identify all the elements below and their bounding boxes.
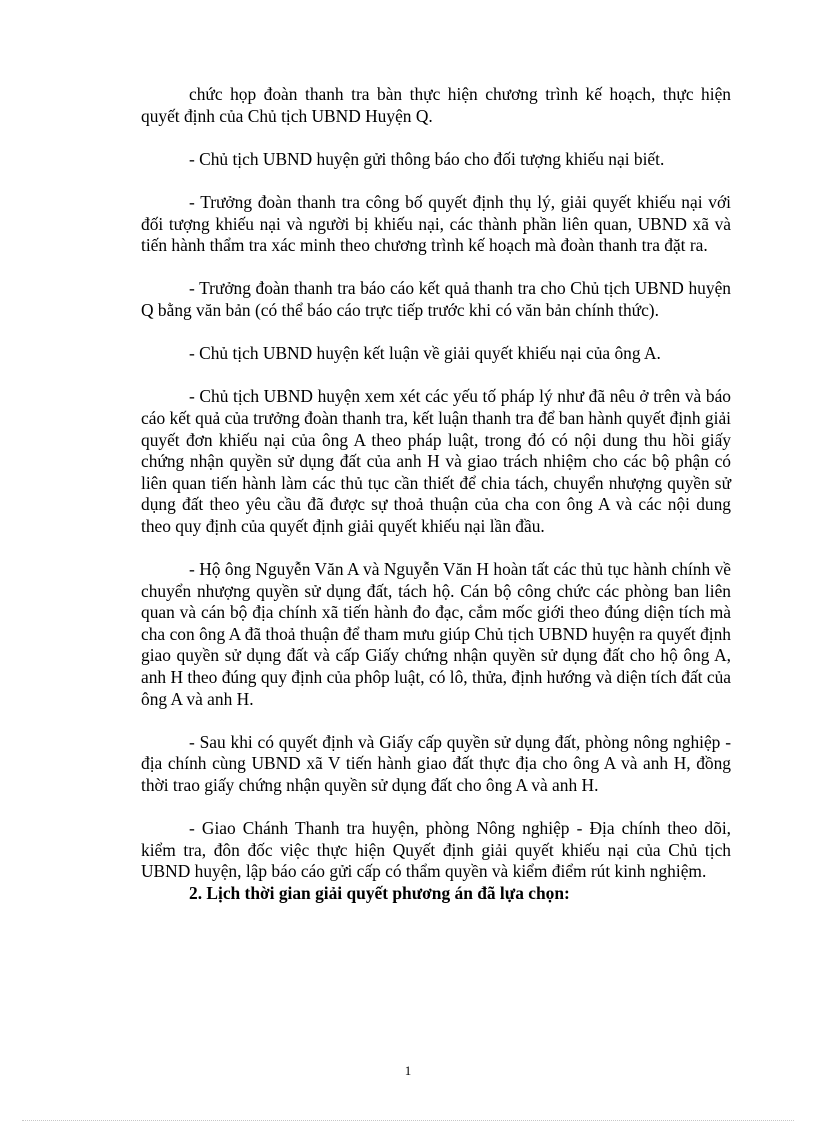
- paragraph-9: - Giao Chánh Thanh tra huyện, phòng Nông nghiệp - Địa chính theo dõi, kiểm tra, đôn đốc việc thực hiện Quyết định giải quyết khiếu nại của Chủ tịch UBND huyện, lập báo cáo gửi cấp có thẩm quyền và kiểm điểm rút kinh nghiệm.: [141, 818, 731, 882]
- page-bottom-border: [22, 1120, 794, 1121]
- section-heading: 2. Lịch thời gian giải quyết phương án đã lựa chọn:: [189, 882, 570, 903]
- paragraph-3: - Trưởng đoàn thanh tra công bố quyết định thụ lý, giải quyết khiếu nại với đối tượng khiếu nại và người bị khiếu nại, các thành phần liên quan, UBND xã và tiến hành thẩm tra xác minh theo chương trình kế hoạch mà đoàn thanh tra đặt ra.: [141, 191, 731, 256]
- paragraph-2: - Chủ tịch UBND huyện gửi thông báo cho đối tượng khiếu nại biết.: [189, 148, 665, 169]
- paragraph-4: - Trưởng đoàn thanh tra báo cáo kết quả thanh tra cho Chủ tịch UBND huyện Q bằng văn bản (có thể báo cáo trực tiếp trước khi có văn bản chính thức).: [141, 278, 731, 320]
- paragraph-7: - Hộ ông Nguyễn Văn A và Nguyễn Văn H hoàn tất các thủ tục hành chính về chuyển nhượng quyền sử dụng đất, tách hộ. Cán bộ công chức các phòng ban liên quan và cán bộ địa chính xã tiến hành đo đạc, cắm mốc giới theo đúng diện tích mà cha con ông A đã thoả thuận để tham mưu giúp Chủ tịch UBND huyện ra quyết định giao quyền sử dụng đất và cấp Giấy chứng nhận quyền sử dụng đất cho hộ ông A, anh H theo đúng quy định của phôp luật, có lô, thửa, định hướng và diện tích đất của ông A và anh H.: [141, 559, 731, 709]
- paragraph-6: - Chủ tịch UBND huyện xem xét các yếu tố pháp lý như đã nêu ở trên và báo cáo kết quả của trưởng đoàn thanh tra, kết luận thanh tra để ban hành quyết định giải quyết đơn khiếu nại của ông A theo pháp luật, trong đó có nội dung thu hồi giấy chứng nhận quyền sử dụng đất của anh H và giao trách nhiệm cho các bộ phận có liên quan tiến hành làm các thủ tục cần thiết để chia tách, chuyển nhượng quyền sử dụng đất theo yêu cầu đã được sự thoả thuận của cha con ông A và các nội dung theo quy định của quyết định giải quyết khiếu nại lần đầu.: [141, 386, 731, 536]
- paragraph-5: - Chủ tịch UBND huyện kết luận về giải quyết khiếu nại của ông A.: [189, 343, 661, 364]
- paragraph-8: - Sau khi có quyết định và Giấy cấp quyền sử dụng đất, phòng nông nghiệp - địa chính cùng UBND xã V tiến hành giao đất thực địa cho ông A và anh H, đồng thời trao giấy chứng nhận quyền sử dụng đất cho ông A và anh H.: [141, 731, 731, 795]
- page-number: 1: [404, 1063, 412, 1078]
- paragraph-1: chức họp đoàn thanh tra bàn thực hiện chương trình kế hoạch, thực hiện quyết định của Chủ tịch UBND Huyện Q.: [141, 84, 731, 126]
- document-body: [141, 84, 731, 905]
